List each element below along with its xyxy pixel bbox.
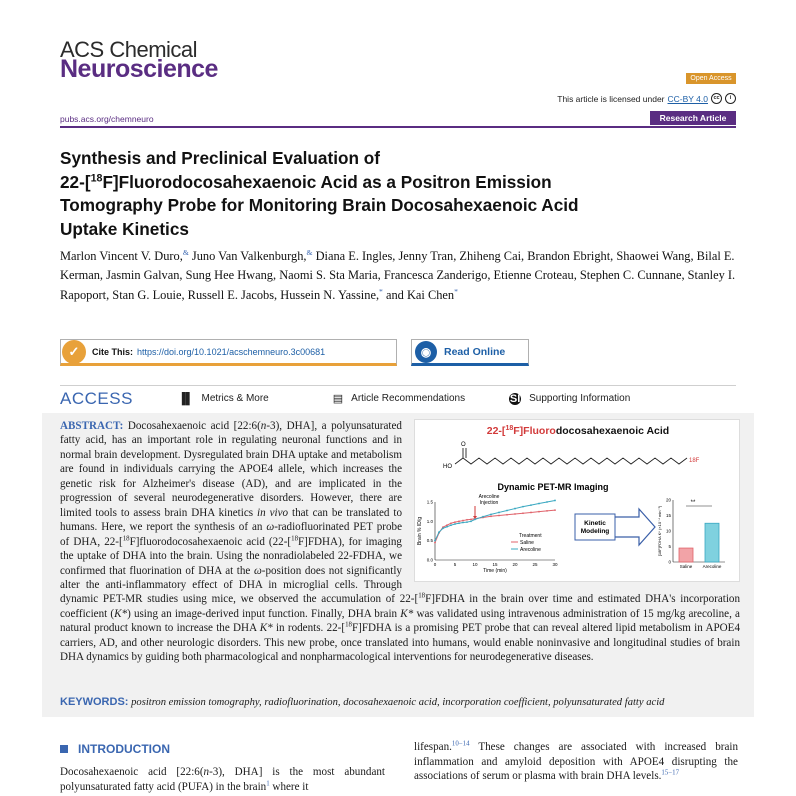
bar-chart — [657, 498, 725, 570]
significance-label: ** — [690, 500, 696, 506]
data-point-saline — [466, 519, 468, 521]
data-point-arecoline — [482, 516, 484, 518]
by-icon: i — [725, 93, 736, 104]
title-line2: 22-[$^{18}$F]Fluorodocosahexaenoic Acid as a Positron Emission — [60, 171, 552, 192]
data-point-saline — [450, 522, 452, 524]
cite-label: Cite This: — [92, 346, 134, 357]
journal-logo-line2: Neuroscience — [60, 55, 218, 83]
license-line — [557, 93, 736, 104]
data-point-arecoline — [506, 510, 508, 512]
injection-label-1: Arecoline — [478, 494, 500, 500]
header-rule — [60, 126, 736, 128]
x-axis-label: Time (min) — [483, 568, 507, 574]
x-tick-label: 15 — [492, 562, 498, 567]
o-label: O — [461, 442, 466, 448]
data-point-saline — [554, 509, 556, 511]
title-line1: Synthesis and Preclinical Evaluation of — [60, 148, 380, 168]
x-tick-label: 5 — [453, 562, 457, 567]
y-tick-label: 1.5 — [426, 499, 433, 505]
kinetic-box — [575, 514, 615, 540]
kinetic-label-1: Kinetic — [584, 520, 606, 527]
keywords: KEYWORDS: positron emission tomography, radiofluorination, docosahexaenoic acid, incorporation coefficient, polyunsaturated fatty acid — [60, 696, 665, 708]
bar-y-tick-label: 15 — [665, 513, 671, 518]
bar-y-tick-label: 10 — [665, 528, 671, 534]
pet-title: Dynamic PET-MR Imaging — [497, 482, 609, 492]
bar-y-tick-label: 0 — [668, 559, 671, 565]
y-tick-label: 1.0 — [426, 518, 433, 524]
data-point-arecoline — [554, 500, 556, 502]
bar-y-tick-label: 5 — [668, 544, 671, 549]
data-point-saline — [506, 514, 508, 516]
journal-url[interactable]: pubs.acs.org/chemneuro — [60, 114, 154, 124]
bar-y-axis-label: [18F]FDHA K* (×10⁻⁴ min⁻¹) — [657, 505, 662, 557]
y-tick-label: 0.5 — [426, 538, 433, 544]
data-point-saline — [490, 515, 492, 517]
data-point-saline — [530, 512, 532, 514]
supporting-info-link[interactable]: SI Supporting Information — [509, 392, 631, 405]
f18-label: 18F — [689, 458, 700, 464]
legend-arecoline: Arecoline — [520, 547, 541, 553]
data-point-arecoline — [474, 519, 476, 521]
data-point-saline — [462, 520, 464, 522]
read-online-button[interactable] — [411, 339, 529, 366]
data-point-saline — [522, 512, 524, 514]
bar-category-label: Saline — [679, 564, 693, 569]
treatment-label: Treatment — [519, 533, 542, 539]
data-point-saline — [470, 519, 472, 521]
title-line3: Tomography Probe for Monitoring Brain Docosahexaenoic Acid — [60, 195, 579, 215]
graphical-abstract-svg — [415, 420, 741, 583]
data-point-arecoline — [450, 524, 452, 526]
dha-molecule — [455, 448, 687, 464]
bar-category-label: Arecoline — [702, 564, 722, 569]
document-icon: ▤ — [332, 393, 344, 405]
data-point-saline — [546, 510, 548, 512]
data-point-arecoline — [530, 504, 532, 506]
introduction-heading: INTRODUCTION — [60, 742, 170, 756]
data-point-arecoline — [498, 512, 500, 514]
access-label: ACCESS — [60, 388, 133, 408]
license-text: This article is licensed under — [557, 93, 665, 104]
author-list: Marlon Vincent V. Duro,& Juno Van Valkenburgh,& Diana E. Ingles, Jenny Tran, Zhiheng Cai, Brandon Ebright, Shaowei Wang, Bilal E. Kerman, Jasmin Galvan, Sung Hee Hwang, Naomi S. Sta Maria, Francesca Zanderigo, Etienne Croteau, Stephen C. Cunnane, Stanley I. Rapoport, Stan G. Louie, Russell E. Jacobs, Hussein N. Yassine,* and Kai Chen* — [60, 247, 736, 302]
figure-title: 22-[$^{18}$F]Fluorodocosahexaenoic Acid — [486, 425, 670, 437]
read-online-label: Read Online — [444, 345, 506, 358]
kinetic-label-2: Modeling — [580, 528, 610, 535]
article-title — [60, 147, 720, 241]
introduction-text: Docosahexaenoic acid [22:6(n-3), DHA] is the most abundant polyunsaturated fatty acid (PUFA) in the brain$^1$ where it — [60, 766, 386, 793]
bar-arecoline — [705, 523, 719, 562]
x-tick-label: 0 — [433, 562, 437, 567]
bar-y-tick-label: 20 — [665, 497, 671, 503]
open-access-badge: Open Access — [686, 73, 736, 84]
recommendations-link[interactable]: ▤ Article Recommendations — [332, 393, 466, 405]
data-point-saline — [446, 524, 448, 526]
access-bar — [60, 385, 736, 411]
data-point-arecoline — [546, 501, 548, 503]
data-point-arecoline — [538, 503, 540, 505]
x-tick-label: 20 — [512, 562, 518, 567]
heading-square-icon — [60, 745, 68, 753]
abstract-text: ABSTRACT: Docosahexaenoic acid [22:6(n-3), DHA], a polyunsaturated fatty acid, has an important role in regulating neuronal functions and in normal brain development. Dysregulated brain DHA uptake and metabolism are found in individuals carrying the APOE4 allele, which increases the genetic risk for Alzheimer's disease (AD), and are implicated in the progression of several neurodegenerative disorders. However, there are limited tools to assess brain DHA kinetics in vivo that can be translated to humans. Here, we report the synthesis of an ω-radiofluorinated PET probe of DHA, 22-[$^{18}$F]fluorodocosahexaenoic acid (22-[$^{18}$F]FDHA), for imaging the uptake of DHA into the brain. Using the nonradiolabeled 22-FDHA, we confirmed that fluorination of DHA at the ω-position does not significantly alter the anti-inflammatory effect of DHA in microglial cells. Through dynamic PET-MR studies using mice, we observed the accumulation of 22-[$^{18}$F]FDHA in the brain over time and estimated DHA's incorporation coefficient (K*) using an image-derived input function. Finally, DHA brain K* was validated using intravenous administration of 15 mg/kg arecoline, a natural product known to increase the DHA K* in rodents. 22-[$^{18}$F]FDHA is a promising PET probe that can reveal altered lipid metabolism in APOE4 carriers, AD, and other neurologic disorders. This new probe, once translated into humans, would enable noninvasive and longitudinal studies of brain DHA dynamics by guiding both pharmacological and nonpharmacological interventions for neurodegenerative diseases. — [60, 420, 740, 664]
y-axis-label: Brain % ID/g — [417, 516, 423, 546]
x-tick-label: 10 — [472, 562, 478, 567]
data-point-arecoline — [434, 540, 436, 542]
data-point-arecoline — [490, 513, 492, 515]
y-tick-label: 0.0 — [426, 557, 433, 563]
data-point-arecoline — [462, 522, 464, 524]
injection-label-2: Injection — [479, 500, 499, 506]
data-point-arecoline — [514, 508, 516, 510]
data-point-arecoline — [438, 531, 440, 533]
graphical-abstract — [414, 419, 740, 582]
data-point-saline — [434, 542, 436, 544]
license-link[interactable]: CC-BY 4.0 — [667, 93, 708, 104]
data-point-saline — [514, 513, 516, 515]
data-point-arecoline — [446, 526, 448, 528]
data-point-arecoline — [522, 506, 524, 508]
column2-text: lifespan.$^{10-14}$ These changes are associated with increased brain inflammation and amyloid deposition with APOE4 disrupting the associations of serum or plasma with brain DHA levels.$^{15-17}$ — [414, 740, 738, 783]
title-line4: Uptake Kinetics — [60, 218, 189, 239]
data-point-saline — [454, 521, 456, 523]
x-tick-label: 30 — [552, 562, 558, 567]
cc-icon: cc — [711, 93, 722, 104]
data-point-saline — [538, 511, 540, 513]
data-point-saline — [498, 515, 500, 517]
data-point-arecoline — [470, 520, 472, 522]
data-point-arecoline — [442, 527, 444, 529]
x-tick-label: 25 — [532, 562, 538, 567]
quote-icon: ✓ — [62, 340, 86, 364]
bar-saline — [679, 548, 693, 562]
data-point-arecoline — [454, 523, 456, 525]
si-icon: SI — [509, 392, 521, 405]
ho-label: HO — [443, 464, 452, 470]
data-point-arecoline — [466, 521, 468, 523]
article-type-badge: Research Article — [650, 111, 736, 125]
globe-icon: ◉ — [415, 341, 437, 363]
bar-chart-icon: ▐▌ — [177, 392, 194, 405]
data-point-arecoline — [458, 522, 460, 524]
cite-this-box[interactable] — [60, 339, 397, 366]
journal-logo-line1: ACS Chemical — [60, 37, 198, 62]
doi-link[interactable]: https://doi.org/10.1021/acschemneuro.3c00681 — [137, 346, 326, 357]
data-point-saline — [458, 520, 460, 522]
metrics-link[interactable]: ▐▌ Metrics & More — [177, 392, 269, 405]
legend-saline: Saline — [520, 540, 534, 546]
